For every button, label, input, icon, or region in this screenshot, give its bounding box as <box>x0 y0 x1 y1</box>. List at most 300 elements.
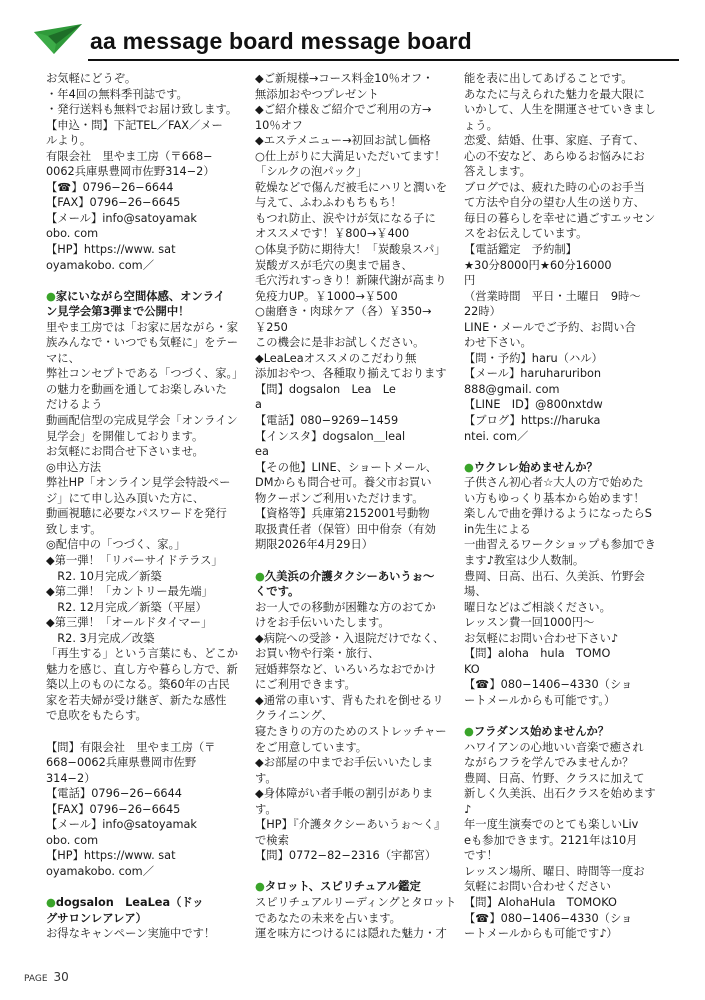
line-text: 気軽にお問い合わせください <box>464 880 611 894</box>
line-text: 能を表に出してあげることです。 <box>464 72 633 85</box>
text-line <box>464 491 667 507</box>
text-line <box>464 802 667 818</box>
line-text: オススメです！￥800→￥400 <box>255 227 410 241</box>
line-text: ea <box>255 445 269 459</box>
text-line <box>255 522 458 538</box>
text-line <box>46 615 249 631</box>
line-text: ハワイアンの心地いい音楽で癒され <box>464 740 644 754</box>
line-text: 【☎】080−1406−4330（ショ <box>464 911 633 925</box>
text-line <box>46 833 249 849</box>
line-text: 無添加おやつプレゼント <box>255 87 379 101</box>
line-text: in先生による <box>464 522 531 536</box>
line-text: 【資格等】兵庫第2152001号動物 <box>255 507 430 521</box>
spacer <box>255 553 458 569</box>
line-text: 子供さん初心者☆大人の方で始めた <box>464 476 644 490</box>
text-line <box>255 133 458 149</box>
text-line <box>255 631 458 647</box>
text-line <box>464 646 667 662</box>
text-line <box>255 242 458 258</box>
line-text: ートメールからも可能です♪） <box>464 927 618 941</box>
text-line <box>46 600 249 616</box>
text-line <box>255 646 458 662</box>
line-text: だけるよう <box>46 398 103 412</box>
text-line <box>464 569 667 600</box>
line-text: で検索 <box>255 833 289 847</box>
line-text: obo. com <box>46 227 99 241</box>
line-text: ◆ご紹介様＆ご紹介でご利用の方→ <box>255 103 432 117</box>
line-text: お買い物や行楽・旅行、 <box>255 647 380 661</box>
text-line <box>464 304 667 320</box>
spacer <box>46 273 249 289</box>
text-line <box>255 506 458 522</box>
line-text: ートメールからも可能です。） <box>464 693 616 707</box>
line-text: ◆第三弾！「オールドタイマー」 <box>46 616 213 630</box>
text-line <box>46 631 249 647</box>
line-text: 炭酸ガスが毛穴の奥まで届き、 <box>255 258 413 272</box>
bullet-dot-icon: ● <box>255 569 265 583</box>
line-text: レッスン場所、曜日、時間等一度お <box>464 864 645 878</box>
text-line <box>46 320 249 336</box>
line-text: ◆エステメニュー→初回お試し価格 <box>255 134 431 148</box>
line-text: 運を味方につけるには隠れた魅力・才 <box>255 927 447 941</box>
text-line <box>46 413 249 429</box>
text-line <box>46 537 249 553</box>
line-text: にご利用できます。 <box>255 678 356 692</box>
section-heading <box>46 895 249 911</box>
section-heading <box>255 569 458 585</box>
line-text: ◆病院への受診・入退院だけでなく、 <box>255 631 445 645</box>
line-text: 【問】有限会社 里やま工房（〒 <box>46 740 216 754</box>
text-line <box>464 133 667 149</box>
spacer <box>464 708 667 724</box>
text-line <box>464 258 667 274</box>
text-line <box>464 397 667 413</box>
line-text: ウクレレ始めませんか？ <box>473 460 598 474</box>
line-text: ・発行送料も無料でお届け致します。 <box>46 103 238 117</box>
line-text: 里やま工房では「お家に居ながら・家 <box>46 320 239 334</box>
text-line <box>46 242 249 258</box>
line-text: 豊岡、日高、出石、久美浜、竹野会場、 <box>464 569 645 599</box>
line-text: 「シルクの泡パック」 <box>255 165 368 179</box>
line-text: 答えします。 <box>464 165 531 179</box>
text-line <box>255 351 458 367</box>
line-text: ジ」にて申し込み頂いた方に、 <box>46 491 205 505</box>
text-line <box>46 118 249 134</box>
spacer <box>46 724 249 740</box>
text-line <box>464 740 667 756</box>
line-text: ◆身体障がい者手帳の割引がありま <box>255 787 434 801</box>
text-line <box>46 382 249 398</box>
line-text: KO <box>464 662 480 676</box>
line-text: ブログでは、疲れた時の心のお手当 <box>464 180 645 194</box>
text-line <box>255 71 458 87</box>
text-line <box>464 911 667 927</box>
line-text: 見学会」を開催しております。 <box>46 429 204 443</box>
line-text: フラダンス始めませんか？ <box>473 724 610 738</box>
text-line <box>255 740 458 756</box>
line-text: ◆ご新規様→コース料金10％オフ・ <box>255 72 434 85</box>
page-footer <box>24 970 69 984</box>
line-text: ながらフラを学んでみませんか？ <box>464 756 634 770</box>
text-line <box>464 149 667 165</box>
text-line <box>46 211 249 227</box>
line-text: ○体臭予防に期待大！「炭酸泉スパ」 <box>255 243 446 257</box>
line-text: お気軽にお問合せ下さいませ。 <box>46 445 204 459</box>
bullet-dot-icon: ● <box>464 724 474 738</box>
line-text: LINE・メールでご予約、お問い合 <box>464 320 636 334</box>
text-line <box>464 102 667 118</box>
text-line <box>464 833 667 849</box>
text-line <box>464 164 667 180</box>
text-line <box>464 382 667 398</box>
line-text: 【LINE ID】@800nxtdw <box>464 398 603 412</box>
text-line <box>464 879 667 895</box>
text-line <box>464 366 667 382</box>
section-heading <box>464 460 667 476</box>
line-text: 新しく久美浜、出石クラスを始めます <box>464 787 656 801</box>
line-text: 【ブログ】https://haruka <box>464 414 601 428</box>
text-line <box>464 180 667 196</box>
text-line <box>46 740 249 756</box>
text-line <box>46 429 249 445</box>
text-line <box>46 817 249 833</box>
line-text: 楽しんで曲を弾けるようになったらS <box>464 507 652 521</box>
text-line <box>255 833 458 849</box>
line-text: 【インスタ】dogsalon＿leal <box>255 429 406 443</box>
line-text: す。 <box>255 771 277 785</box>
page-label: PAGE <box>24 974 48 984</box>
line-text: 家を若夫婦が受け継ぎ、新たな感性 <box>46 693 227 707</box>
text-line <box>464 195 667 211</box>
text-line <box>46 848 249 864</box>
line-text: 【その他】LINE、ショートメール、 <box>255 460 437 474</box>
text-line <box>255 444 458 460</box>
text-line <box>464 693 667 709</box>
line-text: 動画視聴に必要なパスワードを発行 <box>46 507 227 521</box>
text-line <box>255 600 458 616</box>
text-line <box>46 444 249 460</box>
text-line <box>46 506 249 522</box>
line-text: R2. 12月完成／新築（平屋） <box>46 600 207 614</box>
text-line <box>255 195 458 211</box>
text-line <box>255 662 458 678</box>
text-line <box>46 553 249 569</box>
text-line <box>46 786 249 802</box>
text-line <box>255 926 458 942</box>
line-text: わせ下さい。 <box>464 336 532 350</box>
page-number: 30 <box>53 970 69 984</box>
text-line <box>46 366 249 382</box>
text-line <box>464 848 667 864</box>
line-text: 【電話鑑定 予約制】 <box>464 243 577 257</box>
column-middle <box>255 71 458 942</box>
line-text: （営業時間 平日・土曜日 9時〜 <box>464 289 641 303</box>
line-text: 家にいながら空間体感、オンライ <box>55 289 225 303</box>
line-text: DMからも問合せ可。養父市お買い <box>255 476 432 490</box>
text-line <box>464 413 667 429</box>
section-heading <box>46 289 249 305</box>
text-line <box>46 755 249 771</box>
line-text: 【問】aloha hula TOMO <box>464 647 611 661</box>
line-text: 【申込・問】下記TEL／FAX／メー <box>46 118 223 132</box>
line-text: レッスン費一回1000円〜 <box>464 616 595 630</box>
section-heading <box>255 879 458 895</box>
line-text: ntei. com／ <box>464 429 529 443</box>
text-line <box>464 289 667 305</box>
text-line <box>46 864 249 880</box>
spacer <box>46 879 249 895</box>
text-line <box>255 149 458 165</box>
text-line <box>464 600 667 616</box>
text-line <box>464 429 667 445</box>
text-line <box>464 273 667 289</box>
column-left <box>46 71 249 942</box>
spacer <box>464 444 667 460</box>
paper-plane-icon <box>34 24 84 54</box>
line-text: ◆第二弾！「カントリー最先端」 <box>46 585 213 599</box>
text-line <box>255 118 458 134</box>
line-text: 【問】0772−82−2316（宇都宮） <box>255 849 437 863</box>
text-line <box>464 926 667 942</box>
line-text: ます♪教室は少人数制。 <box>464 553 585 567</box>
text-line <box>464 817 667 833</box>
line-text: ◆第一弾！「リバーサイドテラス」 <box>46 553 223 567</box>
text-line <box>255 273 458 289</box>
page-header <box>0 0 705 70</box>
bullet-dot-icon: ● <box>46 289 56 303</box>
line-text: 【メール】info@satoyamak <box>46 818 197 832</box>
line-text: ◆通常の車いす、背もたれを倒せるリ <box>255 693 444 707</box>
text-line <box>464 71 667 87</box>
text-line <box>46 662 249 678</box>
line-text: ょう。 <box>464 118 498 132</box>
text-line <box>46 71 249 87</box>
text-line <box>464 320 667 336</box>
text-line <box>464 631 667 647</box>
text-line <box>255 786 458 802</box>
line-text: 取扱責任者（保管）田中佾奈（有効 <box>255 522 436 536</box>
text-line <box>464 786 667 802</box>
line-text: 一曲習えるワークショップも参加でき <box>464 538 656 552</box>
line-text: ◆お部屋の中までお手伝いいたしま <box>255 756 434 770</box>
line-text: いかして、人生を開運させていきまし <box>464 103 656 117</box>
text-line <box>464 615 667 631</box>
section-heading <box>46 304 249 320</box>
line-text: 10％オフ <box>255 118 303 132</box>
line-text: お気軽にお問い合わせ下さい♪ <box>464 631 619 645</box>
line-text: 【HP】『介護タクシーあいうぉ〜く』 <box>255 818 446 832</box>
text-line <box>464 211 667 227</box>
text-line <box>46 693 249 709</box>
text-line <box>464 475 667 491</box>
line-text: 【メール】info@satoyamak <box>46 211 197 225</box>
line-text: R2. 10月完成／新築 <box>46 569 162 583</box>
text-line <box>46 195 249 211</box>
text-line <box>255 180 458 196</box>
line-text: 致します。 <box>46 522 102 536</box>
text-line <box>46 397 249 413</box>
text-line <box>46 926 249 942</box>
line-text: 豊岡、日高、竹野、クラスに加えて <box>464 771 645 785</box>
text-line <box>46 460 249 476</box>
text-line <box>46 569 249 585</box>
text-line <box>464 662 667 678</box>
text-line <box>464 242 667 258</box>
line-text: 【電話】080−9269−1459 <box>255 414 399 428</box>
line-text: て方法や自分の望む人生の送り方、 <box>464 196 645 210</box>
line-text: ★30分8000円★60分16000 <box>464 258 612 272</box>
line-text: タロット、スピリチュアル鑑定 <box>264 880 421 894</box>
text-line <box>255 211 458 227</box>
line-text: dogsalon LeaLea（ドッ <box>55 895 204 909</box>
line-text: マに、 <box>46 351 80 365</box>
text-line <box>255 413 458 429</box>
line-text: い方もゆっくり基本から始めます！ <box>464 491 645 505</box>
text-line <box>46 335 249 351</box>
text-line <box>255 802 458 818</box>
line-text: a <box>255 398 262 412</box>
text-line <box>46 164 249 180</box>
text-line <box>255 304 458 320</box>
line-text: 【HP】https://www. sat <box>46 243 176 257</box>
text-line <box>46 522 249 538</box>
text-line <box>46 475 249 491</box>
text-line <box>46 708 249 724</box>
line-text: ○仕上がりに大満足いただいてます！ <box>255 149 446 163</box>
line-text: R2. 3月完成／改築 <box>46 631 155 645</box>
text-line <box>255 382 458 398</box>
line-text: eも参加できます。2121年は10月 <box>464 833 638 847</box>
line-text: ルより。 <box>46 134 92 148</box>
line-text: 年一度生演奏でのとても楽しいLiv <box>464 818 639 832</box>
line-text: 22時） <box>464 305 501 319</box>
text-line <box>255 677 458 693</box>
text-line <box>46 771 249 787</box>
text-line <box>46 180 249 196</box>
text-line <box>255 397 458 413</box>
line-text: お気軽にどうぞ。 <box>46 72 137 85</box>
line-text: 0062兵庫県豊岡市佐野314−2） <box>46 165 215 179</box>
section-heading <box>255 584 458 600</box>
line-text: ￥250 <box>255 320 288 334</box>
text-line <box>255 708 458 724</box>
line-text: 期限2026年4月29日） <box>255 538 374 552</box>
column-right <box>464 71 667 942</box>
text-line <box>255 366 458 382</box>
line-text: 冠婚葬祭など、いろいろなおでかけ <box>255 662 436 676</box>
line-text: 曜日などはご相談ください。 <box>464 600 611 614</box>
line-text: ◆LeaLeaオススメのこだわり無 <box>255 351 417 365</box>
line-text: この機会に是非お試しください。 <box>255 336 425 350</box>
line-text: 築以上のものになる。築60年の古民 <box>46 678 230 692</box>
text-line <box>46 87 249 103</box>
line-text: 888@gmail. com <box>464 382 560 396</box>
line-text: 【問・予約】haru（ハル） <box>464 351 603 365</box>
line-text: 有限会社 里やま工房（〒668− <box>46 149 213 163</box>
text-line <box>464 771 667 787</box>
line-text: 乾燥などで傷んだ被毛にハリと潤いを <box>255 180 448 194</box>
text-line <box>255 895 458 911</box>
line-text: 668−0062兵庫県豊岡市佐野 <box>46 756 197 770</box>
text-line <box>46 102 249 118</box>
line-text: oyamakobo. com／ <box>46 258 154 272</box>
text-line <box>255 475 458 491</box>
line-text: 恋愛、結婚、仕事、家庭、子育て、 <box>464 134 645 148</box>
bullet-dot-icon: ● <box>464 460 474 474</box>
text-line <box>255 335 458 351</box>
text-line <box>46 226 249 242</box>
text-line <box>255 429 458 445</box>
text-line <box>255 848 458 864</box>
line-text: ♪ <box>464 802 472 816</box>
line-text: 弊社コンセプトである「つづく、家。」 <box>46 367 244 381</box>
text-line <box>255 320 458 336</box>
text-line <box>464 87 667 103</box>
line-text: 物クーポンご利用いただけます。 <box>255 491 424 505</box>
line-text: くです。 <box>255 585 300 599</box>
text-line <box>464 553 667 569</box>
text-line <box>46 149 249 165</box>
line-text: お一人での移動が困難な方のおてか <box>255 600 436 614</box>
line-text: 【FAX】0796−26−6645 <box>46 802 181 816</box>
text-line <box>255 460 458 476</box>
text-line <box>46 646 249 662</box>
line-text: 毎日の暮らしを幸せに過ごすエッセン <box>464 211 656 225</box>
text-line <box>255 491 458 507</box>
line-text: ・年4回の無料季刊誌です。 <box>46 87 188 101</box>
line-text: 毛穴汚れすっきり！新陳代謝が高まり <box>255 274 447 288</box>
text-line <box>46 258 249 274</box>
line-text: 動画配信型の完成見学会「オンライン <box>46 414 238 428</box>
line-text: 【☎】080−1406−4330（ショ <box>464 678 633 692</box>
text-line <box>255 258 458 274</box>
line-text: 314−2） <box>46 771 96 785</box>
line-text: であなたの未来を占います。 <box>255 911 401 925</box>
text-line <box>46 491 249 507</box>
line-text: 【☎】0796−26−6644 <box>46 180 174 194</box>
text-line <box>255 724 458 740</box>
line-text: 【HP】https://www. sat <box>46 849 176 863</box>
text-line <box>464 864 667 880</box>
line-text: 【問】dogsalon Lea Le <box>255 382 396 396</box>
section-heading <box>464 724 667 740</box>
text-line <box>464 351 667 367</box>
line-text: 「再生する」という言葉にも、どこか <box>46 647 239 661</box>
text-line <box>464 537 667 553</box>
text-line <box>255 911 458 927</box>
line-text: もつれ防止、涙やけが気になる子に <box>255 211 436 225</box>
line-text: ◎申込方法 <box>46 460 102 474</box>
line-text: クライニング、 <box>255 709 333 723</box>
line-text: 【問】AlohaHula TOMOKO <box>464 895 617 909</box>
text-line <box>255 226 458 242</box>
header-divider <box>88 59 679 61</box>
text-line <box>255 289 458 305</box>
text-line <box>255 87 458 103</box>
bullet-dot-icon: ● <box>46 895 56 909</box>
text-line <box>255 693 458 709</box>
line-text: obo. com <box>46 833 99 847</box>
line-text: お得なキャンペーン実施中です！ <box>46 927 216 941</box>
line-text: 添加おやつ、各種取り揃えております <box>255 367 447 381</box>
text-line <box>464 755 667 771</box>
line-text: 【電話】0796−26−6644 <box>46 787 182 801</box>
line-text: 円 <box>464 274 476 288</box>
text-line <box>46 351 249 367</box>
text-line <box>464 506 667 522</box>
text-line <box>464 226 667 242</box>
line-text: をご用意しています。 <box>255 740 368 754</box>
